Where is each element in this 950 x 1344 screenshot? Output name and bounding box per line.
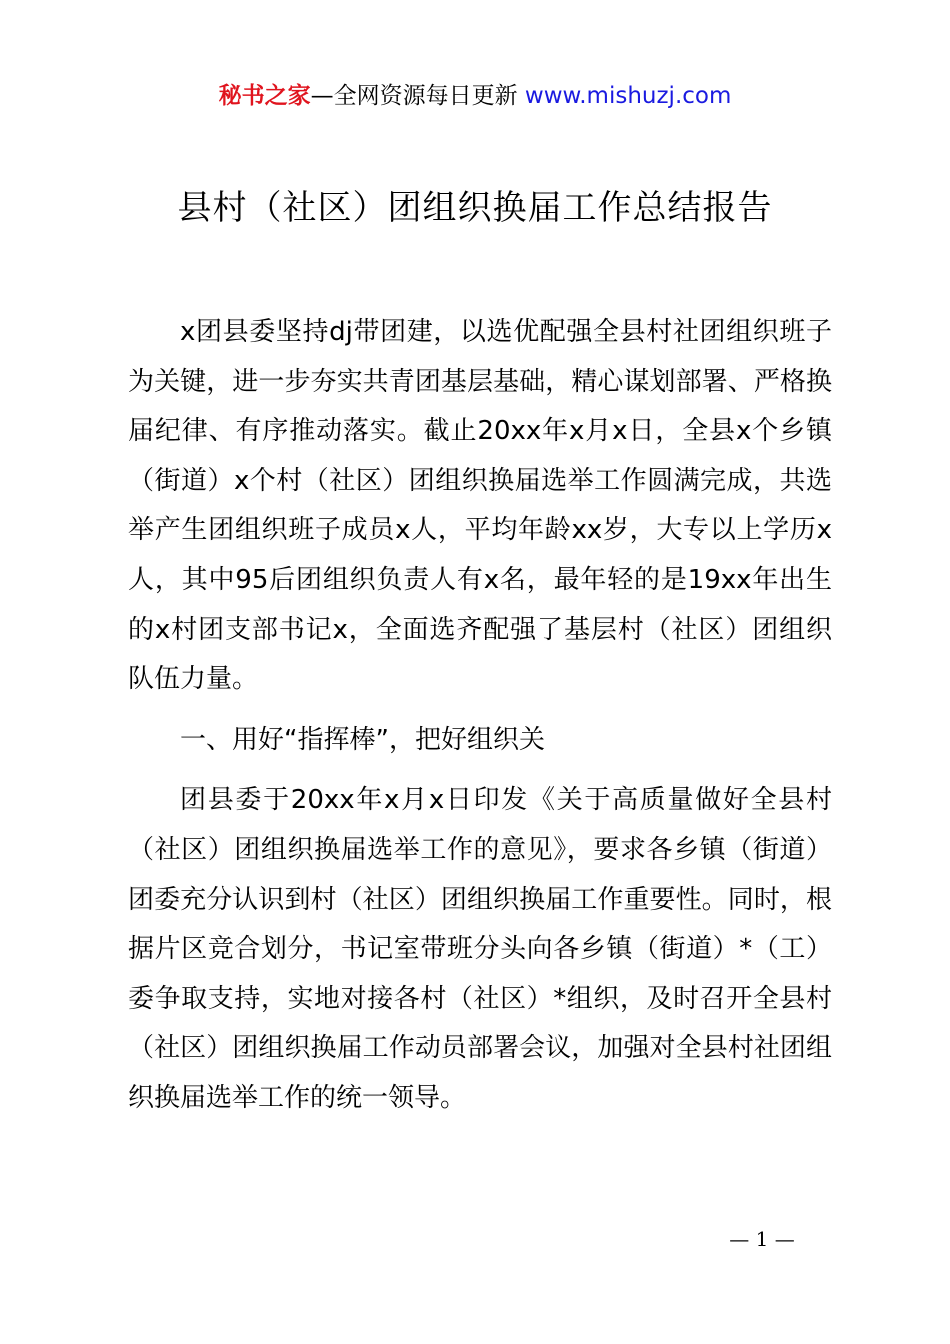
brand-name: 秘书之家 bbox=[218, 83, 311, 109]
intro-paragraph: x团县委坚持dj带团建，以选优配强全县村社团组织班子为关键，进一步夯实共青团基层基础，精心谋划部署、严格换届纪律、有序推动落实。截止20xx年x月x日，全县x个乡镇（街道）x个村（社区）团组织换届选举工作圆满完成，共选举产生团组织班子成员x人，平均年龄xx岁，大专以上学历x人，其中95后团组织负责人有x名，最年轻的是19xx年出生的x村团支部书记x，全面选齐配强了基层村（社区）团组织队伍力量。 bbox=[128, 317, 832, 695]
header-slogan: —全网资源每日更新 bbox=[310, 83, 518, 109]
document-body bbox=[128, 308, 832, 1135]
site-url-link[interactable]: www.mishuzj.com bbox=[524, 83, 732, 109]
section-paragraph: 团县委于20xx年x月x日印发《关于高质量做好全县村（社区）团组织换届选举工作的意见》，要求各乡镇（街道）团委充分认识到村（社区）团组织换届工作重要性。同时，根据片区竞合划分，书记室带班分头向各乡镇（街道）*（工）委争取支持，实地对接各村（社区）*组织，及时召开全县村（社区）团组织换届工作动员部署会议，加强对全县村社团组织换届选举工作的统一领导。 bbox=[128, 785, 832, 1113]
site-header bbox=[0, 80, 950, 112]
page-number: — 1 — bbox=[729, 1227, 795, 1251]
document-title: 县村（社区）团组织换届工作总结报告 bbox=[177, 188, 773, 228]
section-heading: 一、用好“指挥棒”，把好组织关 bbox=[180, 724, 545, 755]
